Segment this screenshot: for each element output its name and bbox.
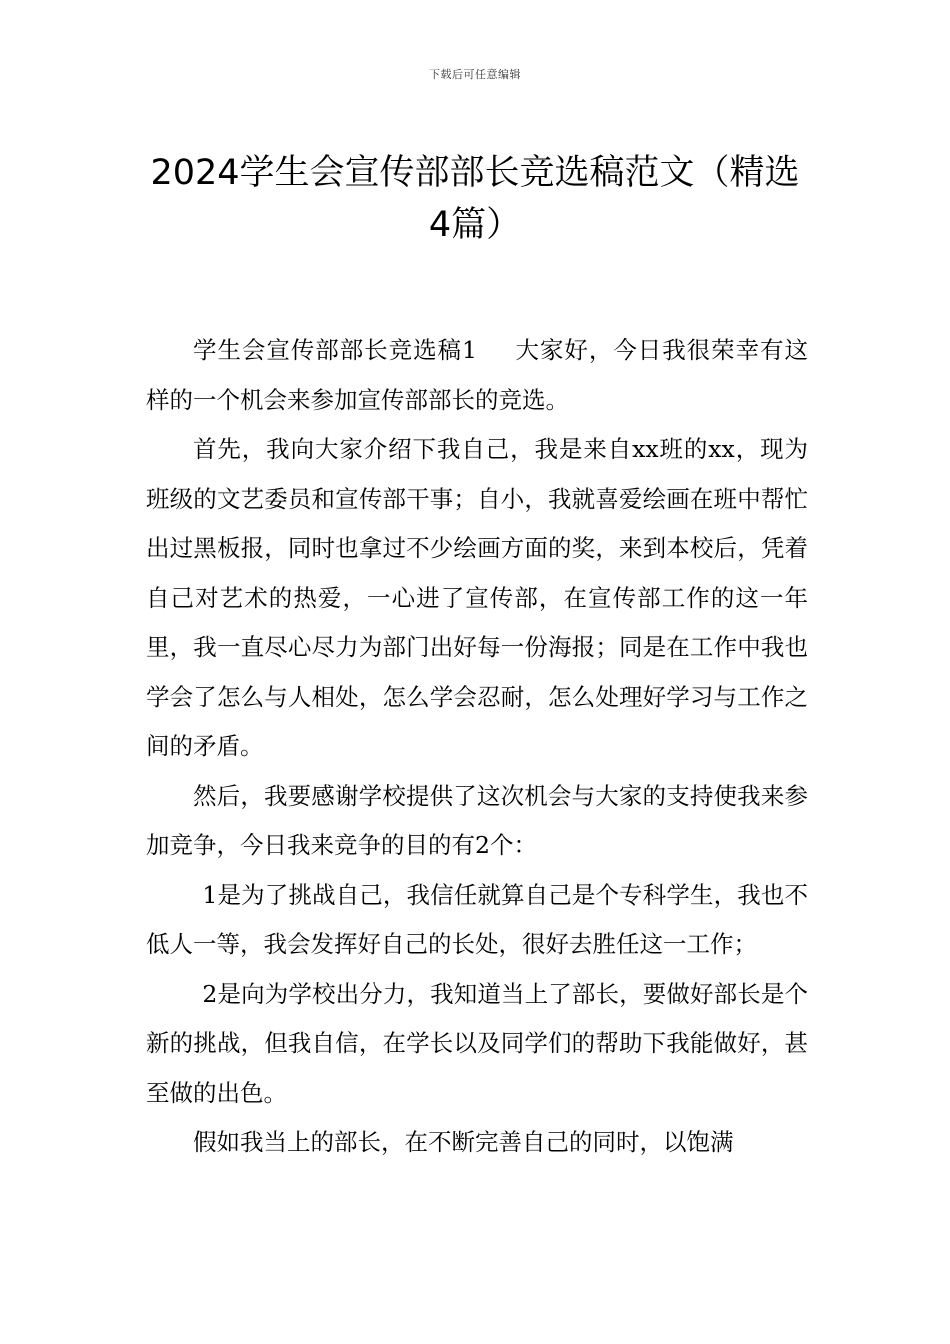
document-body [146,326,808,1168]
section-intro-text: 大家好，今日我很荣幸有这样的一个机会来参加宣传部部长的竞选。 [146,336,809,414]
body-paragraph: 然后，我要感谢学校提供了这次机会与大家的支持使我来参加竞争，今日我来竞争的目的有2个： [146,781,808,859]
document-title [140,147,810,251]
header-note: 下载后可任意编辑 [429,68,521,81]
body-paragraph: 假如我当上的部长，在不断完善自己的同时，以饱满 [193,1128,734,1156]
section-heading: 学生会宣传部部长竞选稿1 [193,336,477,364]
body-paragraph: 1是为了挑战自己，我信任就算自己是个专科学生，我也不低人一等，我会发挥好自己的长处，很好去胜任这一工作； [146,880,808,958]
body-paragraph: 首先，我向大家介绍下我自己，我是来自xx班的xx，现为班级的文艺委员和宣传部干事；自小，我就喜爱绘画在班中帮忙出过黑板报，同时也拿过不少绘画方面的奖，来到本校后，凭着自己对艺术的热爱，一心进了宣传部，在宣传部工作的这一年里，我一直尽心尽力为部门出好每一份海报；同是在工作中我也学会了怎么与人相处，怎么学会忍耐，怎么处理好学习与工作之间的矛盾。 [146,435,808,760]
title-line-1: 2024学生会宣传部部长竞选稿范文（精选 [150,153,800,194]
body-paragraph: 2是向为学校出分力，我知道当上了部长，要做好部长是个新的挑战，但我自信，在学长以及同学们的帮助下我能做好，甚至做的出色。 [146,979,808,1107]
section-intro-paragraph [146,326,808,425]
title-line-2: 4篇） [428,205,522,246]
